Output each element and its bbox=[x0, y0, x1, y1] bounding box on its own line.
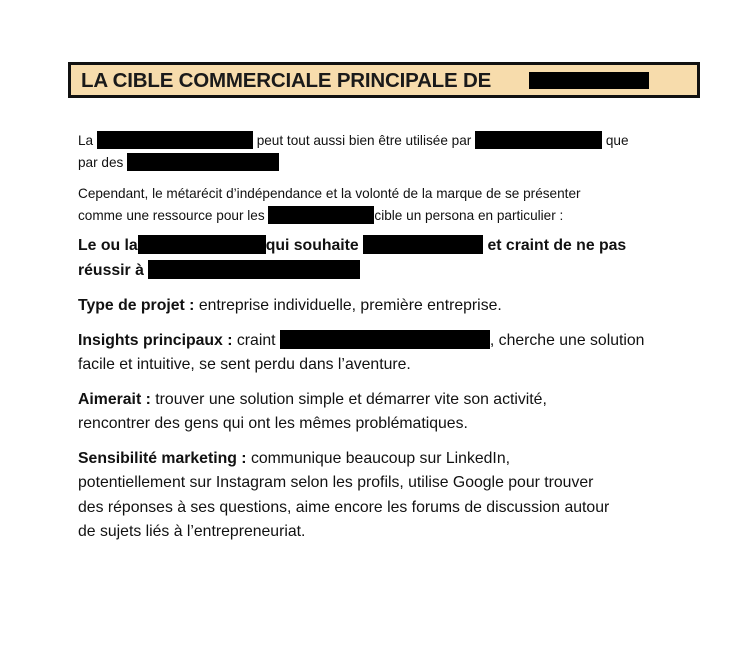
intro-middle: peut tout aussi bien être utilisée par bbox=[256, 133, 472, 148]
redacted-block bbox=[127, 153, 279, 171]
persona-statement bbox=[78, 234, 698, 283]
intro-paragraph bbox=[78, 130, 698, 174]
redacted-block bbox=[148, 260, 360, 279]
aimerait-text: trouver une solution simple et démarrer vite son activité, bbox=[155, 390, 547, 408]
redacted-block bbox=[280, 330, 490, 349]
redacted-block bbox=[138, 235, 266, 254]
section-title-box bbox=[68, 62, 700, 98]
intro-line2: par des bbox=[78, 155, 124, 170]
insights-label: Insights principaux : bbox=[78, 331, 233, 349]
persona-part2: qui souhaite bbox=[265, 237, 359, 254]
marketing-text: communique beaucoup sur LinkedIn, bbox=[250, 449, 510, 467]
redacted-block bbox=[529, 72, 649, 89]
aimerait-label: Aimerait : bbox=[78, 390, 151, 408]
persona-part1: Le ou la bbox=[78, 237, 138, 254]
section-title: LA CIBLE COMMERCIALE PRINCIPALE DE bbox=[81, 69, 492, 92]
persona-part4: réussir à bbox=[78, 261, 144, 279]
context-paragraph bbox=[78, 183, 698, 227]
redacted-block bbox=[97, 131, 253, 149]
marketing-line2: potentiellement sur Instagram selon les profils, utilise Google pour trouver bbox=[78, 474, 594, 491]
project-label: Type de projet : bbox=[78, 297, 195, 314]
insights-pre: craint bbox=[236, 331, 276, 349]
intro-prefix: La bbox=[78, 133, 94, 148]
redacted-block bbox=[363, 235, 483, 254]
marketing-sensitivity bbox=[78, 447, 698, 545]
marketing-label: Sensibilité marketing : bbox=[78, 449, 247, 467]
insights bbox=[78, 329, 698, 378]
context-line2-prefix: comme une ressource pour les bbox=[78, 208, 265, 223]
redacted-block bbox=[268, 206, 374, 224]
insights-line2: facile et intuitive, se sent perdu dans l’aventure. bbox=[78, 356, 411, 373]
project-text: entreprise individuelle, première entreprise. bbox=[198, 297, 502, 314]
project-type bbox=[78, 294, 698, 319]
intro-suffix: que bbox=[605, 133, 629, 148]
marketing-line3: des réponses à ses questions, aime encore les forums de discussion autour bbox=[78, 498, 610, 516]
marketing-line4: de sujets liés à l’entrepreneuriat. bbox=[78, 523, 306, 540]
aimerait-line2: rencontrer des gens qui ont les mêmes problématiques. bbox=[78, 415, 468, 432]
insights-post: , cherche une solution bbox=[489, 331, 645, 349]
aimerait bbox=[78, 388, 698, 437]
persona-part3: et craint de ne pas bbox=[487, 237, 627, 254]
context-line2-suffix: cible un persona en particulier : bbox=[374, 208, 564, 223]
context-line1: Cependant, le métarécit d’indépendance et la volonté de la marque de se présenter bbox=[78, 186, 581, 201]
document-body bbox=[78, 130, 698, 545]
redacted-block bbox=[475, 131, 602, 149]
